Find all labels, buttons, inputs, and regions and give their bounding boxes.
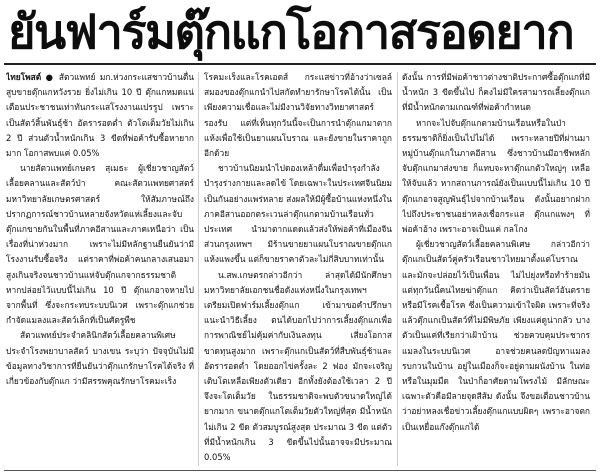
paragraph: สัตวแพทย์ประจำคลินิกสัตว์เลื้อยคลานพิเศษ ประจำโรงพยาบาลสัตว์ บางเขน ระบุว่า ปัจจุบันไม่มีข้อมูลทางวิชาการที่ยืนยันว่าตุ๊กแกรักษาโรคได้จริง ที่เกี่ยวข้องกับตุ๊กแก ว่ามีสรรพคุณรักษาโรคมะเร็ง — [6, 330, 194, 387]
paragraph-text: สัตวแพทย์ มก.ห่วงกระแสชาวบ้านตื่นสูบขายตุ๊กแกหวังรวย ยิ่งไม่เกิน 10 ปี ตุ๊กแกหมดแน่ เตือนประชาชนเท่าทันกระแสโรงงานแปรรูป เพราะเป็นสัตว์สิ้นพันธุ์ช้า อัตรารอดต่ำ ตัวโตเต็มวัยไม่เกิน 2 ปี ส่วนตัวน้ำหนักเกิน 3 ขีดที่พ่อค้ารับซื้อหายากมาก โอกาสพบแค่ 0.05% — [6, 72, 194, 159]
bottom-rule — [4, 470, 596, 471]
headline: ยันฟาร์มตุ๊กแกโอกาสรอดยาก — [8, 5, 574, 60]
article-column-2 — [204, 70, 392, 468]
paragraph: ผู้เชี่ยวชาญสัตว์เลื้อยคลานพิเศษ กล่าวอีกว่า ตุ๊กแกเป็นสัตว์คู่ครัวเรือนชาวไทยมาตั้งแต่โบราณ และมักจะปล่อยไว้เป็นเพื่อน ไม่ไปยุ่งหรือทำร้ายมัน แต่ทุกวันนี้คนไทยฆ่าตุ๊กแก คิดว่าเป็นสัตว์อันตรายหรือมีโรคเชื้อโรค ซึ่งเป็นความเข้าใจผิด เพราะที่จริงแล้วตุ๊กแกเป็นสัตว์ที่ไม่มีพิษภัย เพียงแค่ดูน่ากลัว บางตัวเป็นแค่ที่เรียกว่าเฝ้าบ้าน ช่วยควบคุมประชากรแมลงในระบบนิเวศ อาจช่วยคนลดปัญหาแมลงรบกวนในบ้าน อยู่ในเมืองก็จะอยู่ตามผนังบ้าน ในท่อหรือในมุมมืด ในป่าก็อาศัยตามโพรงไม้ มีลักษณะเฉพาะตัวคือมีลายจุดสีส้ม ดังนั้น จึงขอเตือนชาวบ้านว่าอย่าหลงเชื่อข่าวเลี้ยงตุ๊กแกแบบผิดๆ เพราะอาจตกเป็นเหยื่อแก๊งตุ๊กแกได้ — [402, 239, 590, 432]
column-divider — [198, 72, 199, 466]
paragraph: น.สพ.เกษตรกล่าวอีกว่า ล่าสุดได้มีนักศึกษามหาวิทยาลัยเอกชนชื่อดังแห่งหนึ่งในกรุงเทพฯ เตรียมเปิดฟาร์มเลี้ยงตุ๊กแก เข้ามาขอคำปรึกษาแนะนำวิธีเลี้ยง ตนได้บอกไปว่าการเลี้ยงตุ๊กแกเพื่อการพาณิชย์ไม่คุ้มค่ากับเงินลงทุน เสี่ยงโอกาสขาดทุนสูงมาก เพราะตุ๊กแกเป็นสัตว์ที่สืบพันธุ์ช้าและอัตรารอดต่ำ โดยออกไข่ครั้งละ 2 ฟอง มักจะเจริญเติบโตเหลือเพียงตัวเดียว อีกทั้งยังต้องใช้เวลา 2 ปี จึงจะโตเต็มวัย ในธรรมชาติจะพบตัวขนาดใหญ่ได้ยากมาก ขนาดตุ๊กแกโตเต็มวัยตัวใหญ่ที่สุด มีน้ำหนักไม่เกิน 2 ขีด ตัวสมบูรณ์สูงสุด ประมาณ 3 ขีด แต่ตัวที่มีน้ำหนักเกิน 3 ขีดขึ้นไปนั้นอาจจะมีประมาณ 0.05% — [204, 269, 392, 463]
paragraph: นายสัตวแพทย์เกษตร สุเมธะ ผู้เชี่ยวชาญสัตว์เลื้อยคลานและสัตว์ป่า คณะสัตวแพทยศาสตร์ มหาวิทยาลัยเกษตรศาสตร์ ให้สัมภาษณ์ถึงปรากฏการณ์ชาวบ้านหลายจังหวัดแห่เลี้ยงและจับตุ๊กแกขายกันในพื้นที่ภาคอีสานและภาคเหนือว่า เป็นเรื่องที่น่าห่วงมาก เพราะไม่มีหลักฐานยืนยันว่ามีโรงงานรับซื้อจริง แต่ราคาที่พ่อค้าคนกลางเสนอมาสูงเกินจริงจนชาวบ้านแห่จับตุ๊กแกจากธรรมชาติ หากปล่อยไว้แบบนี้ไม่เกิน 10 ปี ตุ๊กแกอาจหายไปจากพื้นที่ ซึ่งจะกระทบระบบนิเวศ เพราะตุ๊กแกช่วยกำจัดแมลงและสัตว์เล็กที่เป็นศัตรูพืช — [6, 163, 194, 326]
article-column-1 — [6, 70, 194, 468]
paragraph: หากจะไปจับตุ๊กแกตามบ้านเรือนหรือในป่าธรรมชาติก็ยิ่งเป็นไปไม่ได้ เพราะหลายปีที่ผ่านมาหมู่บ้านตุ๊กแกในภาคอีสาน ซึ่งชาวบ้านมีอาชีพหลักจับตุ๊กแกมาส่งขาย ก็แทบจะหาตุ๊กแกตัวใหญ่ๆ เหลือให้จับแล้ว หากสถานการณ์ยังเป็นแบบนี้ไม่เกิน 10 ปี ตุ๊กแกอาจสูญพันธุ์ไปจากบ้านเรือน ดังนั้นอยากฝากไปถึงประชาชนอย่าหลงเชื่อกระแส ตุ๊กแกแพงๆ ที่พ่อค้าอ้าง เพราะอาจเป็นแค่ กลโกง — [402, 117, 590, 235]
column-divider — [397, 72, 398, 466]
paragraph: ชาวบ้านนิยมนำไปดองเหล้าดื่มเพื่อบำรุงกำลังบำรุงร่างกายและลดไข้ โดยเฉพาะในประเทศจีนนิยมเป็นกันอย่างแพร่หลาย ส่งผลให้มีผู้ซื้อบ้านแห่งหนึ่งในภาคอีสานออกตระเวนล่าตุ๊กแกตามบ้านเรือนทั่วประเทศ นำมาตากแดดแล้วส่งให้พ่อค้าที่เมืองจีน ส่วนกรุงเทพฯ มีร้านขายยาแผนโบราณขายตุ๊กแกแห้งแพงขึ้น แต่ก็ขายราคาตัวละไม่กี่สิบบาทเท่านั้น — [204, 163, 392, 265]
paragraph: โรคมะเร็งและโรคเอดส์ กระแสข่าวที่อ้างว่าเซลล์สมองของตุ๊กแกนำไปสกัดทำยารักษาโรคได้นั้น เป็นเพียงความเชื่อและไม่มีงานวิจัยทางวิทยาศาสตร์รองรับ แต่ที่เห็นทุกวันนี้จะเป็นการนำตุ๊กแกมาตากแห้งเพื่อใช้เป็นยาแผนโบราณ และยังขายในราคาถูกอีกด้วย — [204, 72, 392, 159]
article-column-3 — [402, 70, 590, 468]
paragraph: ดังนั้น การที่มีพ่อค้าชาวต่างชาติประกาศซื้อตุ๊กแกที่มีน้ำหนัก 3 ขีดขึ้นไป ก็คงไม่มีใครสามารถเลี้ยงตุ๊กแกที่มีน้ำหนักตามเกณฑ์ที่พ่อค้ากำหนด — [402, 72, 590, 113]
headline-rule — [4, 63, 596, 65]
paragraph-lead — [6, 70, 194, 161]
bullet-icon: ● — [45, 72, 55, 82]
source-label: ไทยโพสต์ — [6, 72, 42, 82]
